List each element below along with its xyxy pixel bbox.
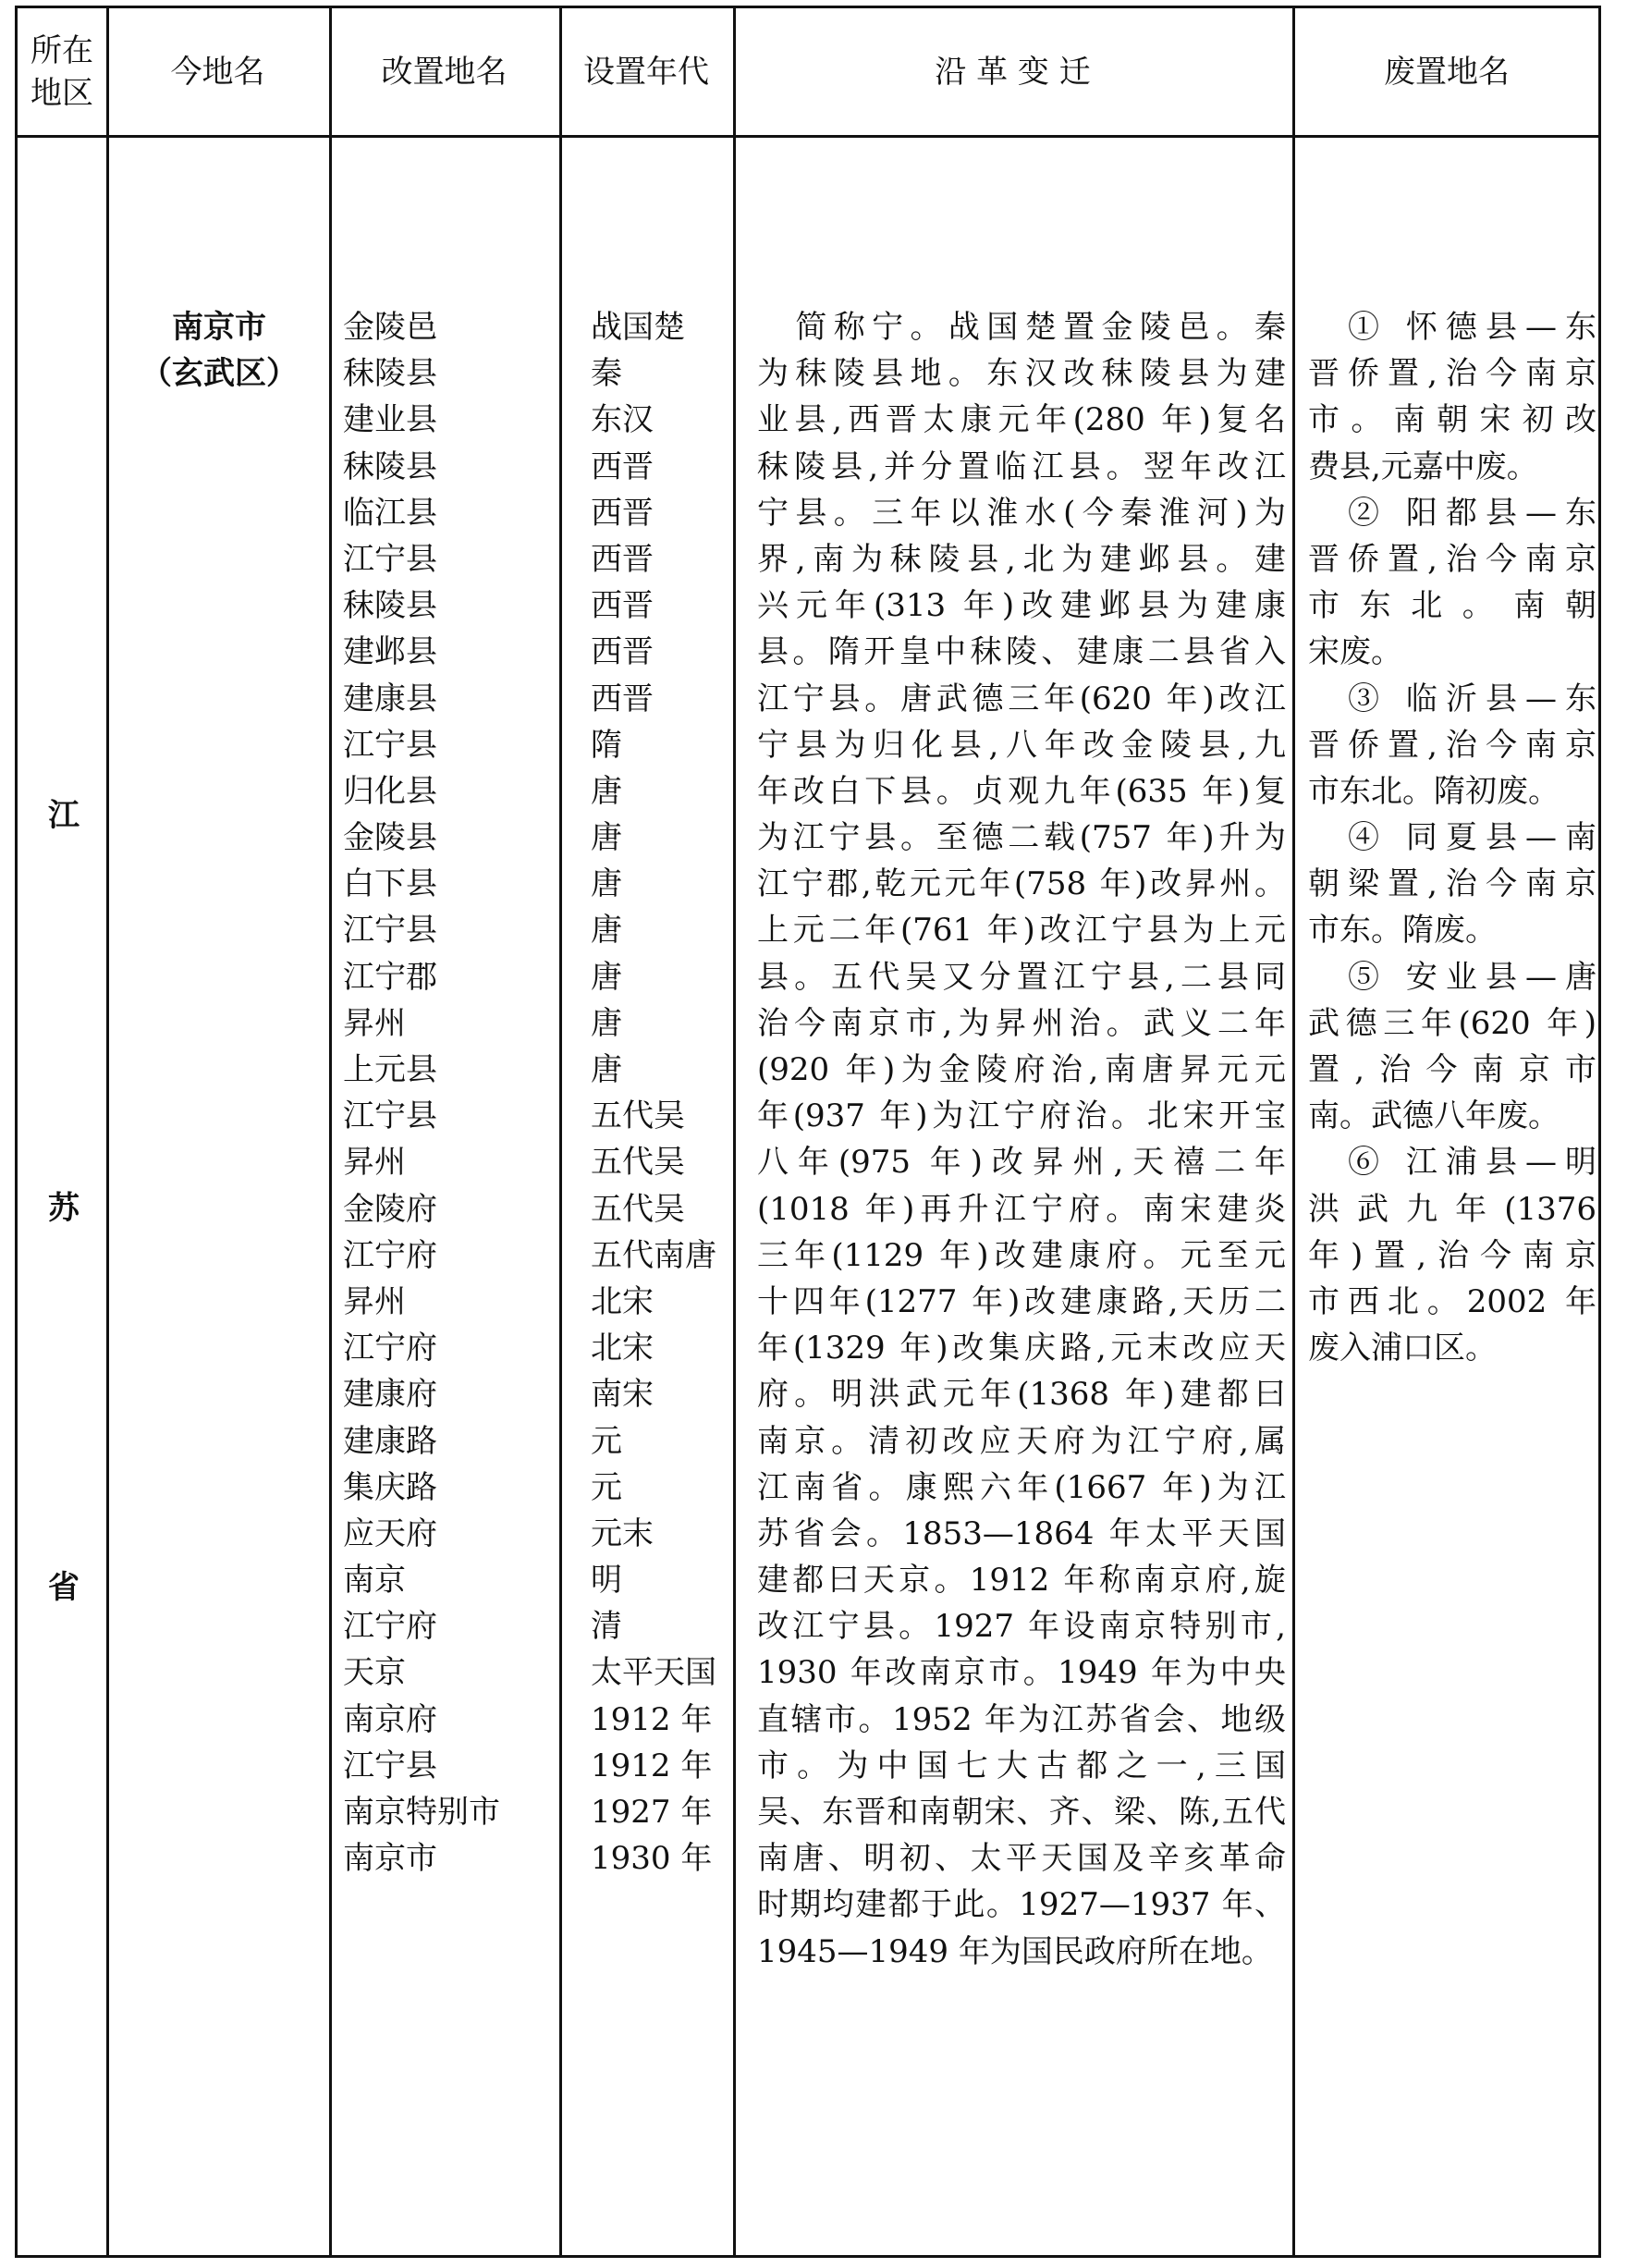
reset-name-item: 秣陵县: [343, 587, 437, 625]
era-item: 太平天国: [591, 1654, 716, 1692]
reset-name-item: 江宁郡: [343, 958, 437, 996]
era-item: 北宋: [591, 1330, 654, 1367]
reset-name-item: 江宁县: [343, 1747, 437, 1784]
history-line: 八年(975 年)改昇州,天禧二年: [757, 1144, 1286, 1182]
era-item: 五代吴: [591, 1097, 685, 1135]
abolished-line: 置,治今南京市: [1308, 1051, 1596, 1088]
era-item: 唐: [591, 819, 622, 857]
history-line: 年改白下县。贞观九年(635 年)复: [757, 772, 1286, 810]
reset-name-item: 昇州: [343, 1144, 406, 1182]
abolished-line: ① 怀德县—东: [1308, 309, 1596, 346]
era-item: 西晋: [591, 494, 654, 532]
reset-name-item: 昇州: [343, 1282, 406, 1320]
header-region-line1: 所在: [31, 31, 93, 69]
abolished-line: 南。武德八年废。: [1308, 1097, 1560, 1135]
reset-name-item: 南京市: [343, 1840, 437, 1878]
abolished-line: 晋侨置,治今南京: [1308, 540, 1596, 578]
reset-name-item: 集庆路: [343, 1468, 437, 1506]
history-line: 建都曰天京。1912 年称南京府,旋: [757, 1562, 1286, 1600]
history-line: 十四年(1277 年)改建康路,天历二: [757, 1282, 1286, 1320]
reset-name-item: 秣陵县: [343, 355, 437, 393]
history-line: 为秣陵县地。东汉改秣陵县为建: [757, 355, 1286, 393]
history-line: 江南省。康熙六年(1667 年)为江: [757, 1468, 1286, 1506]
reset-name-item: 建康县: [343, 680, 437, 717]
reset-name-item: 上元县: [343, 1051, 437, 1088]
era-item: 清: [591, 1608, 622, 1646]
header-abolished: 废置地名: [1384, 53, 1510, 91]
era-item: 东汉: [591, 401, 654, 439]
era-item: 西晋: [591, 447, 654, 485]
history-line: 江宁郡,乾元元年(758 年)改昇州。: [757, 865, 1286, 903]
region-char-sheng: 省: [48, 1569, 80, 1606]
reset-name-item: 南京: [343, 1562, 406, 1600]
history-line: 1945—1949 年为国民政府所在地。: [757, 1932, 1273, 1970]
reset-name-item: 白下县: [343, 865, 437, 903]
header-reset-name: 改置地名: [381, 53, 508, 91]
reset-name-item: 建康路: [343, 1422, 437, 1460]
header-region-line2: 地区: [31, 74, 93, 112]
abolished-line: 年)置,治今南京: [1308, 1236, 1596, 1274]
era-item: 1927 年: [591, 1794, 713, 1831]
header-region: [18, 8, 106, 135]
abolished-line: 废入浦口区。: [1308, 1330, 1497, 1367]
era-item: 唐: [591, 958, 622, 996]
history-line: 府。明洪武元年(1368 年)建都曰: [757, 1376, 1286, 1414]
header-divider: [18, 135, 1598, 138]
reset-names-list: [343, 304, 557, 1882]
era-item: 战国楚: [591, 309, 685, 346]
abolished-line: 市东北。隋初废。: [1308, 772, 1560, 810]
region-char-jiang: 江: [48, 797, 80, 834]
history-line: 时期均建都于此。1927—1937 年、: [757, 1886, 1286, 1924]
era-item: 西晋: [591, 680, 654, 717]
era-item: 唐: [591, 1051, 622, 1088]
era-item: 1912 年: [591, 1700, 713, 1738]
current-name: 南京市: [172, 309, 266, 346]
history-line: 兴元年(313 年)改建邺县为建康: [757, 587, 1286, 625]
header-history: 沿 革 变 迁: [935, 53, 1091, 91]
history-line: (920 年)为金陵府治,南唐昇元元: [757, 1051, 1286, 1088]
era-item: 1912 年: [591, 1747, 713, 1784]
history-line: 上元二年(761 年)改江宁县为上元: [757, 912, 1286, 950]
era-item: 五代吴: [591, 1144, 685, 1182]
history-line: (1018 年)再升江宁府。南宋建炎: [757, 1190, 1286, 1228]
gazetteer-table: [15, 6, 1601, 2258]
reset-name-item: 江宁县: [343, 912, 437, 950]
history-line: 界,南为秣陵县,北为建邺县。建: [757, 540, 1286, 578]
era-item: 唐: [591, 1004, 622, 1042]
divider-1: [106, 8, 109, 2255]
history-line: 1930 年改南京市。1949 年为中央: [757, 1654, 1286, 1692]
reset-name-item: 昇州: [343, 1004, 406, 1042]
region-char-su: 苏: [48, 1190, 80, 1227]
era-item: 秦: [591, 355, 622, 393]
era-item: 五代南唐: [591, 1236, 716, 1274]
history-line: 直辖市。1952 年为江苏省会、地级: [757, 1700, 1286, 1738]
current-name-cell: [110, 304, 328, 397]
reset-name-item: 江宁府: [343, 1236, 437, 1274]
reset-name-item: 应天府: [343, 1514, 437, 1552]
abolished-line: ④ 同夏县—南: [1308, 819, 1596, 857]
history-line: 南京。清初改应天府为江宁府,属: [757, 1422, 1286, 1460]
era-item: 南宋: [591, 1376, 654, 1414]
divider-4: [733, 8, 736, 2255]
history-line: 秣陵县,并分置临江县。翌年改江: [757, 447, 1286, 485]
era-item: 北宋: [591, 1282, 654, 1320]
era-item: 西晋: [591, 587, 654, 625]
abolished-line: 宋废。: [1308, 633, 1402, 671]
era-item: 元: [591, 1468, 622, 1506]
reset-name-item: 建业县: [343, 401, 437, 439]
abolished-line: 晋侨置,治今南京: [1308, 355, 1596, 393]
era-item: 西晋: [591, 633, 654, 671]
reset-name-item: 归化县: [343, 772, 437, 810]
history-line: 苏省会。1853—1864 年太平天国: [757, 1514, 1286, 1552]
reset-name-item: 江宁府: [343, 1330, 437, 1367]
reset-name-item: 江宁府: [343, 1608, 437, 1646]
history-line: 县。五代吴又分置江宁县,二县同: [757, 958, 1286, 996]
history-line: 业县,西晋太康元年(280 年)复名: [757, 401, 1286, 439]
history-line: 江宁县。唐武德三年(620 年)改江: [757, 680, 1286, 717]
divider-5: [1292, 8, 1295, 2255]
era-item: 唐: [591, 772, 622, 810]
history-line: 宁县。三年以淮水(今秦淮河)为: [757, 494, 1286, 532]
reset-name-item: 南京府: [343, 1700, 437, 1738]
header-era: 设置年代: [583, 53, 709, 91]
era-item: 西晋: [591, 540, 654, 578]
divider-2: [329, 8, 332, 2255]
history-line: 年(937 年)为江宁府治。北宋开宝: [757, 1097, 1286, 1135]
reset-name-item: 建邺县: [343, 633, 437, 671]
eras-list: [591, 304, 729, 1882]
reset-name-item: 江宁县: [343, 540, 437, 578]
reset-name-item: 金陵府: [343, 1190, 437, 1228]
reset-name-item: 临江县: [343, 494, 437, 532]
abolished-text: [1308, 304, 1596, 1371]
history-line: 三年(1129 年)改建康府。元至元: [757, 1236, 1286, 1274]
era-item: 隋: [591, 726, 622, 764]
abolished-line: ③ 临沂县—东: [1308, 680, 1596, 717]
history-line: 年(1329 年)改集庆路,元末改应天: [757, 1330, 1286, 1367]
reset-name-item: 金陵邑: [343, 309, 437, 346]
era-item: 元: [591, 1422, 622, 1460]
era-item: 五代吴: [591, 1190, 685, 1228]
current-name-district: （玄武区）: [141, 355, 298, 393]
history-line: 吴、东晋和南朝宋、齐、梁、陈,五代: [757, 1794, 1286, 1831]
history-line: 市。为中国七大古都之一,三国: [757, 1747, 1286, 1784]
abolished-line: 市西北。2002 年: [1308, 1282, 1596, 1320]
history-line: 改江宁县。1927 年设南京特别市,: [757, 1608, 1286, 1646]
era-item: 唐: [591, 912, 622, 950]
era-item: 唐: [591, 865, 622, 903]
history-line: 简称宁。战国楚置金陵邑。秦: [757, 309, 1286, 346]
history-line: 为江宁县。至德二载(757 年)升为: [757, 819, 1286, 857]
reset-name-item: 江宁县: [343, 726, 437, 764]
abolished-line: 晋侨置,治今南京: [1308, 726, 1596, 764]
era-item: 元末: [591, 1514, 654, 1552]
history-line: 县。隋开皇中秣陵、建康二县省入: [757, 633, 1286, 671]
reset-name-item: 江宁县: [343, 1097, 437, 1135]
reset-name-item: 天京: [343, 1654, 406, 1692]
abolished-line: ⑤ 安业县—唐: [1308, 958, 1596, 996]
header-current-name: 今地名: [170, 53, 265, 91]
reset-name-item: 建康府: [343, 1376, 437, 1414]
abolished-line: ⑥ 江浦县—明: [1308, 1144, 1596, 1182]
history-line: 宁县为归化县,八年改金陵县,九: [757, 726, 1286, 764]
reset-name-item: 金陵县: [343, 819, 437, 857]
history-line: 治今南京市,为昇州治。武义二年: [757, 1004, 1286, 1042]
history-text: [757, 304, 1286, 1975]
abolished-line: ② 阳都县—东: [1308, 494, 1596, 532]
abolished-line: 武德三年(620 年): [1308, 1004, 1596, 1042]
abolished-line: 费县,元嘉中废。: [1308, 447, 1538, 485]
abolished-line: 市东。隋废。: [1308, 912, 1497, 950]
abolished-line: 洪武九年(1376: [1308, 1190, 1596, 1228]
divider-3: [559, 8, 562, 2255]
era-item: 1930 年: [591, 1840, 713, 1878]
abolished-line: 市。南朝宋初改: [1308, 401, 1596, 439]
history-line: 南唐、明初、太平天国及辛亥革命: [757, 1840, 1286, 1878]
era-item: 明: [591, 1562, 622, 1600]
reset-name-item: 南京特别市: [343, 1794, 500, 1831]
abolished-line: 市东北。南朝: [1308, 587, 1596, 625]
reset-name-item: 秣陵县: [343, 447, 437, 485]
abolished-line: 朝梁置,治今南京: [1308, 865, 1596, 903]
